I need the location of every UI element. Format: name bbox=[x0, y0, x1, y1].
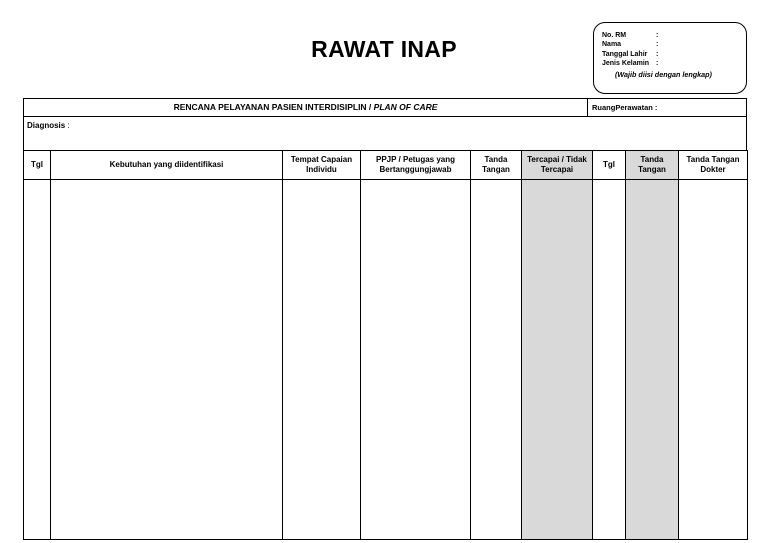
diagnosis-label: Diagnosis bbox=[27, 121, 66, 130]
col-header-tempat-capaian: Tempat Capaian Individu bbox=[283, 151, 361, 180]
nama-separator: : bbox=[656, 41, 659, 49]
col-header-kebutuhan: Kebutuhan yang diidentifikasi bbox=[51, 151, 283, 180]
nama-label: Nama bbox=[602, 41, 622, 49]
plan-title-main: RENCANA PELAYANAN PASIEN INTERDISIPLIN / bbox=[173, 102, 374, 112]
plan-title bbox=[24, 99, 588, 116]
cell-tgl[interactable] bbox=[24, 180, 51, 540]
col-header-tanda-tangan-2: Tanda Tangan bbox=[626, 151, 679, 180]
diagnosis-field[interactable] bbox=[23, 116, 747, 151]
cell-tanda-tangan-2[interactable] bbox=[626, 180, 679, 540]
tanggal-lahir-separator: : bbox=[656, 50, 659, 58]
nama-row bbox=[602, 40, 746, 49]
patient-id-box bbox=[593, 22, 747, 94]
tanggal-lahir-row bbox=[602, 50, 746, 59]
table-row bbox=[24, 180, 748, 540]
mandatory-note: (Wajib diisi dengan lengkap) bbox=[615, 70, 712, 80]
tanggal-lahir-label: Tanggal Lahir bbox=[602, 50, 648, 58]
diagnosis-separator: : bbox=[65, 121, 70, 130]
col-header-tanda-tangan: Tanda Tangan bbox=[471, 151, 522, 180]
col-header-tgl-2: Tgl bbox=[593, 151, 626, 180]
jenis-kelamin-row bbox=[602, 59, 746, 68]
col-header-tercapai: Tercapai / Tidak Tercapai bbox=[522, 151, 593, 180]
jenis-kelamin-label: Jenis Kelamin bbox=[602, 59, 650, 67]
cell-tempat-capaian[interactable] bbox=[283, 180, 361, 540]
no-rm-row bbox=[602, 31, 746, 40]
cell-tanda-tangan-dokter[interactable] bbox=[679, 180, 748, 540]
plan-header-row bbox=[23, 98, 747, 117]
table-header-row bbox=[24, 151, 748, 180]
no-rm-separator: : bbox=[656, 32, 659, 39]
form-title: RAWAT INAP bbox=[311, 36, 457, 62]
jenis-kelamin-separator: : bbox=[656, 59, 659, 67]
col-header-ppjp: PPJP / Petugas yang Bertanggungjawab bbox=[361, 151, 471, 180]
col-header-tgl: Tgl bbox=[24, 151, 51, 180]
cell-tercapai[interactable] bbox=[522, 180, 593, 540]
col-header-tanda-tangan-dokter: Tanda Tangan Dokter bbox=[679, 151, 748, 180]
no-rm-label: No. RM bbox=[602, 32, 627, 39]
plan-of-care-table bbox=[23, 150, 748, 540]
ruang-perawatan-field[interactable]: RuangPerawatan : bbox=[592, 103, 658, 112]
plan-title-italic: PLAN OF CARE bbox=[373, 102, 438, 112]
cell-tanda-tangan[interactable] bbox=[471, 180, 522, 540]
cell-kebutuhan[interactable] bbox=[51, 180, 283, 540]
cell-tgl-2[interactable] bbox=[593, 180, 626, 540]
cell-ppjp[interactable] bbox=[361, 180, 471, 540]
